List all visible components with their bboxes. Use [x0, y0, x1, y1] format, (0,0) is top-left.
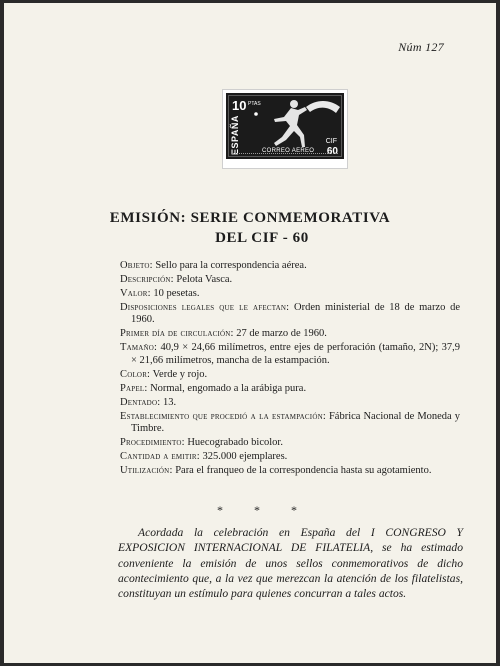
detail-descripcion: Descripción: Pelota Vasca. [120, 274, 233, 285]
stamp [226, 93, 344, 159]
detail-objeto: Objeto: Sello para la correspondencia aérea. [120, 260, 307, 271]
stamp-service: CORREO AEREO [262, 148, 315, 154]
detail-utilizacion: Utilización: Para el franqueo de la correspondencia hasta su agotamiento. [120, 465, 432, 477]
detail-cantidad: Cantidad a emitir: 325.000 ejemplares. [120, 451, 288, 463]
stamp-value: 10 [232, 98, 247, 113]
stamp-imprint-line [232, 153, 338, 157]
stamp-currency: PTAS [248, 101, 261, 107]
stamp-country: ESPAÑA [230, 115, 240, 155]
intro-paragraph: Acordada la celebración en España del I CONGRESO Y EXPOSICION INTERNACIONAL DE FILATELIA, se ha estimado conveniente la emisión de unos sellos conmemorativos de dicho acontecimiento que, a la vez que merezcan la atención de los filatelistas, constituyan un estímulo para quienes concurran a tales actos. [118, 526, 463, 601]
detail-color: Color: Verde y rojo. [120, 368, 208, 380]
section-separator: * * * [217, 503, 311, 517]
detail-papel: Papel: Normal, engomado a la arábiga pura. [120, 382, 307, 394]
issue-details [120, 260, 460, 479]
page-number: Núm 127 [398, 40, 444, 54]
title-line-1: EMISIÓN: SERIE CONMEMORATIVA [109, 210, 391, 226]
stamp-cif-number: 60 [326, 146, 338, 157]
detail-establecimiento: Establecimiento que procedió a la estampación: Fábrica Nacional de Moneda y Timbre. [120, 410, 460, 435]
detail-procedimiento: Procedimiento: Huecograbado bicolor. [120, 437, 283, 449]
stamp-image [222, 89, 348, 169]
detail-primer-dia: Primer día de circulación: 27 de marzo de 1960. [120, 328, 327, 340]
detail-disposiciones: Disposiciones legales que le afectan: Orden ministerial de 18 de marzo de 1960. [120, 302, 460, 326]
document-page [4, 3, 496, 663]
detail-dentado: Dentado: 13. [120, 396, 177, 408]
stamp-cif: CIF [325, 138, 337, 145]
detail-tamano: Tamaño: 40,9 × 24,66 milímetros, entre ejes de perforación (tamaño, 2N); 37,9 × 21,66 milímetros, mancha de la estampación. [120, 342, 460, 366]
detail-valor: Valor: 10 pesetas. [120, 288, 200, 299]
title-line-2: DEL CIF - 60 [215, 230, 309, 246]
